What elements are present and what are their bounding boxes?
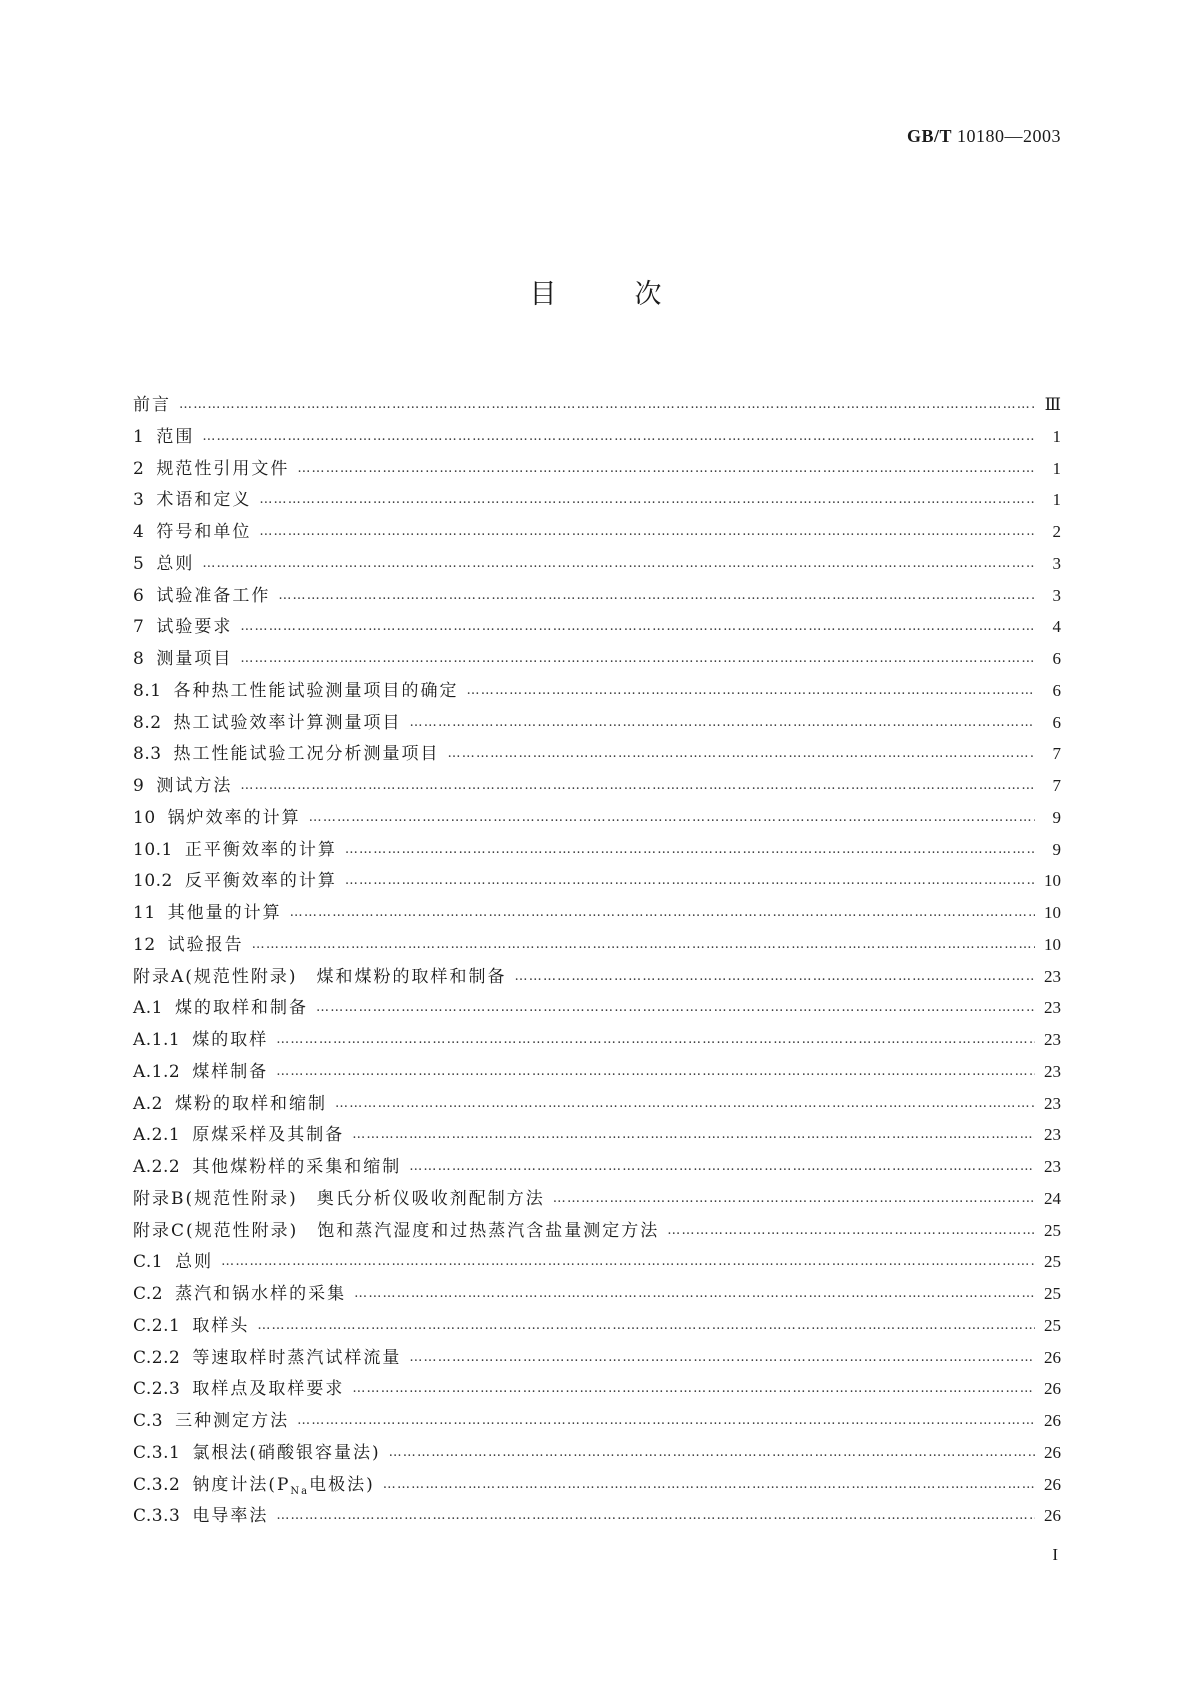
toc-entry-page: 23 xyxy=(1044,1093,1061,1113)
toc-entry[interactable] xyxy=(133,1343,1061,1375)
toc-entry-title: 其他量的计算 xyxy=(167,903,282,923)
toc-entry[interactable] xyxy=(133,1279,1061,1311)
toc-entry-page: 3 xyxy=(1052,585,1061,605)
page-number: I xyxy=(1052,1545,1058,1564)
toc-leader-dots xyxy=(383,1477,1035,1492)
toc-leader-dots xyxy=(202,556,1035,571)
toc-entry-page: 9 xyxy=(1052,807,1061,827)
toc-entry[interactable] xyxy=(133,644,1061,676)
toc-entry[interactable] xyxy=(133,676,1061,708)
toc-leader-dots xyxy=(179,397,1035,412)
table-of-contents xyxy=(133,390,1061,1533)
toc-entry-title: 试验准备工作 xyxy=(156,585,271,606)
toc-leader-dots xyxy=(316,1000,1035,1015)
toc-entry-title: 等速取样时蒸汽试样流量 xyxy=(192,1347,402,1368)
toc-entry-title xyxy=(192,1470,374,1495)
toc-entry-number: C.3.2 xyxy=(133,1474,181,1495)
toc-entry-title: 蒸汽和锅水样的采集 xyxy=(175,1284,347,1304)
toc-entry-title: 各种热工性能试验测量项目的确定 xyxy=(173,680,459,701)
toc-entry-number: 10.1 xyxy=(133,839,173,860)
toc-entry-page: 10 xyxy=(1044,903,1061,922)
toc-entry-title: 锅炉效率的计算 xyxy=(167,807,301,828)
toc-leader-dots xyxy=(297,1413,1035,1428)
toc-entry-title: 试验要求 xyxy=(156,617,233,638)
toc-entry-number: 12 xyxy=(133,934,156,955)
toc-entry-number: 8.3 xyxy=(133,744,162,765)
toc-entry-title: 正平衡效率的计算 xyxy=(184,839,337,860)
toc-entry-page: 25 xyxy=(1044,1252,1061,1272)
toc-entry-title: 试验报告 xyxy=(167,934,244,955)
toc-entry-page: 26 xyxy=(1044,1411,1061,1430)
toc-entry[interactable] xyxy=(133,1057,1061,1089)
toc-leader-dots xyxy=(553,1191,1035,1206)
toc-entry-title: 煤样制备 xyxy=(192,1061,269,1082)
toc-leader-dots xyxy=(409,1350,1035,1365)
toc-entry-page: 4 xyxy=(1052,617,1061,637)
toc-entry[interactable] xyxy=(133,1438,1061,1470)
toc-entry-page: 23 xyxy=(1044,1061,1061,1081)
toc-entry-title: 术语和定义 xyxy=(156,490,252,511)
toc-entry-number: 2 xyxy=(133,458,145,479)
toc-entry-number: A.1.2 xyxy=(133,1061,181,1082)
toc-entry[interactable] xyxy=(133,485,1061,517)
toc-entry-page: 25 xyxy=(1044,1220,1061,1240)
toc-entry-page: 1 xyxy=(1052,458,1061,478)
toc-entry-title: 附录A(规范性附录) 煤和煤粉的取样和制备 xyxy=(133,966,507,987)
toc-entry-title-subscript: Na xyxy=(290,1485,310,1497)
toc-entry-number: C.2.1 xyxy=(133,1315,181,1336)
toc-leader-dots xyxy=(297,461,1035,476)
toc-leader-dots xyxy=(667,1223,1035,1238)
toc-entry-number: C.2.2 xyxy=(133,1347,181,1368)
toc-entry-page: 23 xyxy=(1044,1030,1061,1049)
toc-entry[interactable] xyxy=(133,739,1061,771)
toc-entry-title: 范围 xyxy=(156,426,195,447)
toc-entry-title: 取样头 xyxy=(192,1315,250,1336)
toc-entry-page: 24 xyxy=(1044,1188,1061,1208)
toc-entry-page: 3 xyxy=(1052,553,1061,573)
toc-leader-dots xyxy=(257,1318,1035,1333)
toc-entry-title: 附录C(规范性附录) 饱和蒸汽湿度和过热蒸汽含盐量测定方法 xyxy=(133,1220,660,1241)
toc-entry-number: A.2.1 xyxy=(133,1125,181,1146)
toc-entry[interactable] xyxy=(133,866,1061,898)
toc-leader-dots xyxy=(276,1508,1035,1523)
toc-entry-page: 9 xyxy=(1052,839,1061,859)
toc-entry-title: 三种测定方法 xyxy=(175,1411,290,1431)
toc-entry[interactable] xyxy=(133,1247,1061,1279)
standard-code-number: 10180—2003 xyxy=(957,126,1061,146)
toc-entry-number: 8 xyxy=(133,649,145,669)
toc-leader-dots xyxy=(259,492,1035,507)
toc-leader-dots xyxy=(309,810,1035,825)
toc-entry-number: 1 xyxy=(133,426,145,447)
toc-entry-number: C.1 xyxy=(133,1252,164,1273)
toc-entry-title: 总则 xyxy=(156,553,195,574)
toc-entry[interactable] xyxy=(133,1311,1061,1343)
toc-entry-title: 煤的取样和制备 xyxy=(175,998,308,1019)
toc-entry[interactable] xyxy=(133,454,1061,486)
toc-entry-number: C.2.3 xyxy=(133,1379,181,1400)
toc-entry-number: A.2 xyxy=(133,1093,163,1114)
toc-leader-dots xyxy=(448,746,1035,761)
toc-entry-page: 6 xyxy=(1052,649,1061,668)
toc-entry[interactable] xyxy=(133,835,1061,867)
toc-entry-title-part: 电极法) xyxy=(309,1474,375,1495)
toc-entry-title: 附录B(规范性附录) 奥氏分析仪吸收剂配制方法 xyxy=(133,1188,545,1209)
toc-leader-dots xyxy=(276,1032,1035,1047)
toc-entry[interactable] xyxy=(133,930,1061,962)
toc-entry[interactable] xyxy=(133,517,1061,549)
toc-entry[interactable] xyxy=(133,1374,1061,1406)
toc-entry-number: A.1.1 xyxy=(133,1030,181,1050)
toc-entry[interactable] xyxy=(133,1152,1061,1184)
toc-entry-title: 总则 xyxy=(175,1252,214,1273)
toc-leader-dots xyxy=(345,873,1035,888)
toc-entry[interactable] xyxy=(133,1470,1061,1502)
toc-leader-dots xyxy=(354,1286,1035,1301)
toc-entry[interactable] xyxy=(133,1025,1061,1057)
toc-leader-dots xyxy=(515,969,1035,984)
toc-entry-number: C.2 xyxy=(133,1284,164,1304)
toc-entry[interactable] xyxy=(133,581,1061,613)
toc-entry[interactable] xyxy=(133,993,1061,1025)
toc-leader-dots xyxy=(202,429,1035,444)
toc-entry-title: 反平衡效率的计算 xyxy=(184,871,337,892)
toc-entry[interactable] xyxy=(133,1089,1061,1121)
toc-entry-page: 25 xyxy=(1044,1284,1061,1303)
toc-entry-page: 23 xyxy=(1044,998,1061,1018)
toc-entry-title: 电导率法 xyxy=(192,1506,269,1527)
toc-entry-number: 4 xyxy=(133,522,145,542)
toc-entry-title: 取样点及取样要求 xyxy=(192,1379,345,1400)
toc-entry-number: C.3.3 xyxy=(133,1506,181,1527)
toc-entry-title: 符号和单位 xyxy=(156,522,252,542)
toc-leader-dots xyxy=(276,1064,1035,1079)
toc-leader-dots xyxy=(240,619,1035,634)
page-title-char-1: 目 xyxy=(529,279,557,310)
toc-entry-title: 原煤采样及其制备 xyxy=(192,1125,345,1146)
toc-entry-page: 2 xyxy=(1052,522,1061,541)
standard-code xyxy=(907,126,1061,147)
toc-entry[interactable] xyxy=(133,1216,1061,1248)
toc-leader-dots xyxy=(389,1445,1035,1460)
toc-entry-title: 其他煤粉样的采集和缩制 xyxy=(192,1157,402,1177)
toc-entry-page: 1 xyxy=(1052,426,1061,446)
toc-entry[interactable] xyxy=(133,612,1061,644)
toc-leader-dots xyxy=(335,1096,1035,1111)
toc-entry-number: 10 xyxy=(133,807,156,828)
toc-entry[interactable] xyxy=(133,898,1061,930)
toc-entry-number: 11 xyxy=(133,903,156,923)
toc-entry-title: 热工性能试验工况分析测量项目 xyxy=(173,744,440,765)
toc-entry-title: 煤粉的取样和缩制 xyxy=(175,1093,327,1114)
toc-entry-page: 25 xyxy=(1044,1315,1061,1335)
toc-entry-title: 煤的取样 xyxy=(192,1030,269,1050)
toc-entry-number: 8.1 xyxy=(133,680,162,701)
page-title xyxy=(0,278,1191,312)
toc-entry-page: 10 xyxy=(1044,934,1061,954)
toc-entry-title: 测量项目 xyxy=(156,649,233,669)
toc-leader-dots xyxy=(221,1254,1035,1269)
toc-entry[interactable] xyxy=(133,390,1061,422)
toc-entry-page: 7 xyxy=(1052,776,1061,795)
toc-entry[interactable] xyxy=(133,771,1061,803)
toc-leader-dots xyxy=(252,937,1035,952)
toc-entry-number: A.2.2 xyxy=(133,1157,181,1177)
toc-entry-number: C.3.1 xyxy=(133,1442,181,1463)
toc-entry-number: 3 xyxy=(133,490,145,511)
toc-leader-dots xyxy=(410,715,1035,730)
toc-entry-number: 8.2 xyxy=(133,712,162,733)
toc-entry-number: 7 xyxy=(133,617,145,638)
toc-entry-page: 23 xyxy=(1044,1125,1061,1145)
toc-entry[interactable] xyxy=(133,1120,1061,1152)
toc-leader-dots xyxy=(467,683,1035,698)
toc-entry-number: C.3 xyxy=(133,1411,164,1431)
standard-code-prefix: GB/T xyxy=(906,126,952,146)
toc-leader-dots xyxy=(345,842,1035,857)
toc-entry-title: 前言 xyxy=(133,395,171,415)
toc-entry-page: 7 xyxy=(1052,744,1061,764)
toc-entry-title: 热工试验效率计算测量项目 xyxy=(173,712,402,733)
toc-entry-page: 26 xyxy=(1044,1442,1061,1462)
toc-entry[interactable] xyxy=(133,549,1061,581)
toc-entry-number: 9 xyxy=(133,776,145,796)
toc-leader-dots xyxy=(259,524,1035,539)
toc-entry-page: 23 xyxy=(1044,1157,1061,1176)
toc-entry[interactable] xyxy=(133,1501,1061,1533)
toc-entry-page: 23 xyxy=(1044,966,1061,986)
toc-entry-page: 26 xyxy=(1044,1347,1061,1367)
toc-leader-dots xyxy=(352,1381,1035,1396)
toc-entry-number: 6 xyxy=(133,585,145,606)
toc-entry-title-part: 钠度计法(P xyxy=(192,1474,291,1495)
toc-leader-dots xyxy=(290,905,1035,920)
toc-entry-title: 规范性引用文件 xyxy=(156,458,290,479)
toc-entry-number: 10.2 xyxy=(133,871,173,892)
page-title-char-2: 次 xyxy=(634,279,662,310)
toc-entry-page: Ⅲ xyxy=(1044,395,1061,414)
toc-entry[interactable] xyxy=(133,1184,1061,1216)
toc-entry[interactable] xyxy=(133,962,1061,994)
toc-entry-number: 5 xyxy=(133,553,145,574)
toc-entry-page: 6 xyxy=(1052,712,1061,732)
toc-entry[interactable] xyxy=(133,708,1061,740)
toc-leader-dots xyxy=(278,588,1035,603)
toc-entry-page: 1 xyxy=(1052,490,1061,510)
toc-leader-dots xyxy=(409,1159,1035,1174)
toc-entry-page: 26 xyxy=(1044,1379,1061,1399)
toc-entry[interactable] xyxy=(133,803,1061,835)
toc-entry[interactable] xyxy=(133,1406,1061,1438)
toc-entry-title: 测试方法 xyxy=(156,776,233,796)
toc-leader-dots xyxy=(352,1127,1035,1142)
toc-entry-page: 26 xyxy=(1044,1474,1061,1494)
toc-entry-title: 氯根法(硝酸银容量法) xyxy=(192,1442,381,1463)
toc-entry-page: 6 xyxy=(1052,680,1061,700)
toc-entry-page: 10 xyxy=(1044,871,1061,891)
toc-leader-dots xyxy=(240,778,1035,793)
toc-entry-page: 26 xyxy=(1044,1506,1061,1526)
toc-leader-dots xyxy=(240,651,1035,666)
toc-entry[interactable] xyxy=(133,422,1061,454)
toc-entry-number: A.1 xyxy=(133,998,163,1019)
